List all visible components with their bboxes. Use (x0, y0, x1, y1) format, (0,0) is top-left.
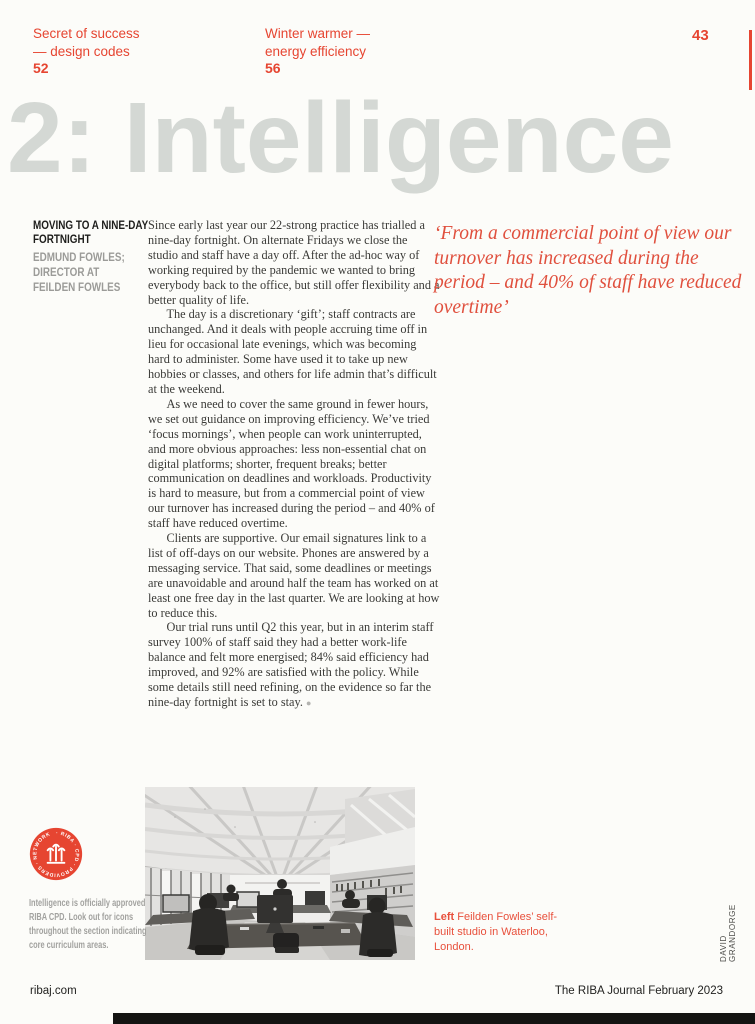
paragraph-text: Our trial runs until Q2 this year, but in an interim staff survey 100% of staff said they had a better work-life balance and felt more energised; 84% said efficiency had improved, and 92% are satisfied with the policy. While some details still need refining, on the evidence so far the nine-day fortnight is set to stay. (148, 620, 434, 709)
pull-quote: ‘From a commercial point of view our turnover has increased during the period – and 40% of staff have reduced overtime’ (434, 223, 742, 318)
teaser-line: — design codes (33, 43, 130, 59)
edge-red-tick (749, 30, 752, 90)
body-paragraph-3: As we need to cover the same ground in fewer hours, we set out guidance on improving efficiency. We’ve tried ‘focus mornings’, when people can work uninterrupted, and more obvious approaches: less non-essential chat on digital platforms; shorter, frequent breaks; better communication on deadlines and workloads. Productivity is hard to measure, but from a commercial point of view our turnover has increased during the period – and 40% of staff have reduced overtime. (148, 396, 435, 531)
end-mark-dot: ● (306, 698, 312, 708)
photographer-credit: DAVID GRANDORGE (719, 904, 737, 962)
studio-photo (145, 787, 415, 960)
photo-caption (434, 910, 569, 955)
stamp-ring-text: · RIBA · CPD · PROVIDERS · NETWORK (32, 830, 80, 878)
article-byline (33, 251, 162, 296)
byline-line: DIRECTOR AT (33, 267, 100, 279)
teaser-line: energy efficiency (265, 43, 367, 59)
teaser-line: Secret of success (33, 26, 140, 41)
body-paragraph-4: Clients are supportive. Our email signatures link to a list of off-days on our website. Phones are answered by a messaging service. That said, some deadlines or meetings are unavoidable and around half the team has worked on at least one free day in the last quarter. We are looking at how to reduce this. (148, 531, 440, 620)
bottom-scan-bar (113, 1013, 755, 1024)
body-paragraph-5 (148, 620, 440, 710)
byline-line: FEILDEN FOWLES (33, 282, 121, 294)
article-kicker: MOVING TO A NINE-DAY FORTNIGHT (33, 220, 149, 246)
caption-label: Left (434, 911, 455, 923)
article-body (148, 218, 440, 711)
section-title: 2: Intelligence (7, 82, 674, 194)
teaser-energy-efficiency (265, 25, 370, 78)
caption-text: Feilden Fowles’ self-built studio in Waterloo, London. (434, 911, 558, 953)
studio-photo-illustration (145, 787, 415, 960)
teaser-page-ref: 56 (265, 60, 281, 76)
footer-journal-date: The RIBA Journal February 2023 (554, 985, 723, 997)
teaser-page-ref: 52 (33, 60, 49, 76)
folio-page-number: 43 (692, 27, 709, 44)
riba-cpd-stamp-icon (28, 826, 84, 882)
body-paragraph-2: The day is a discretionary ‘gift’; staff contracts are unchanged. And it deals with people accruing time off in lieu for occasional late evenings, which was becoming hard to administer. Some have used it to take up new hobbies or classes, and others for life admin that’s difficult at the weekend. (148, 307, 437, 396)
footer-url: ribaj.com (30, 985, 77, 997)
cpd-note: Intelligence is officially approved RIBA CPD. Look out for icons throughout the section indicating core curriculum areas. (29, 898, 147, 951)
teaser-line: Winter warmer — (265, 26, 371, 41)
byline-line: EDMUND FOWLES; (33, 252, 125, 264)
stamp-svg (28, 826, 84, 882)
body-paragraph-1: Since early last year our 22-strong practice has trialled a nine-day fortnight. On alternate Fridays we close the studio and staff have a day off. After the ad-hoc way of working required by the pandemic we wanted to bring everybody back to the office, but still offer flexibility and a better quality of life. (148, 218, 440, 307)
teaser-design-codes (33, 25, 140, 78)
